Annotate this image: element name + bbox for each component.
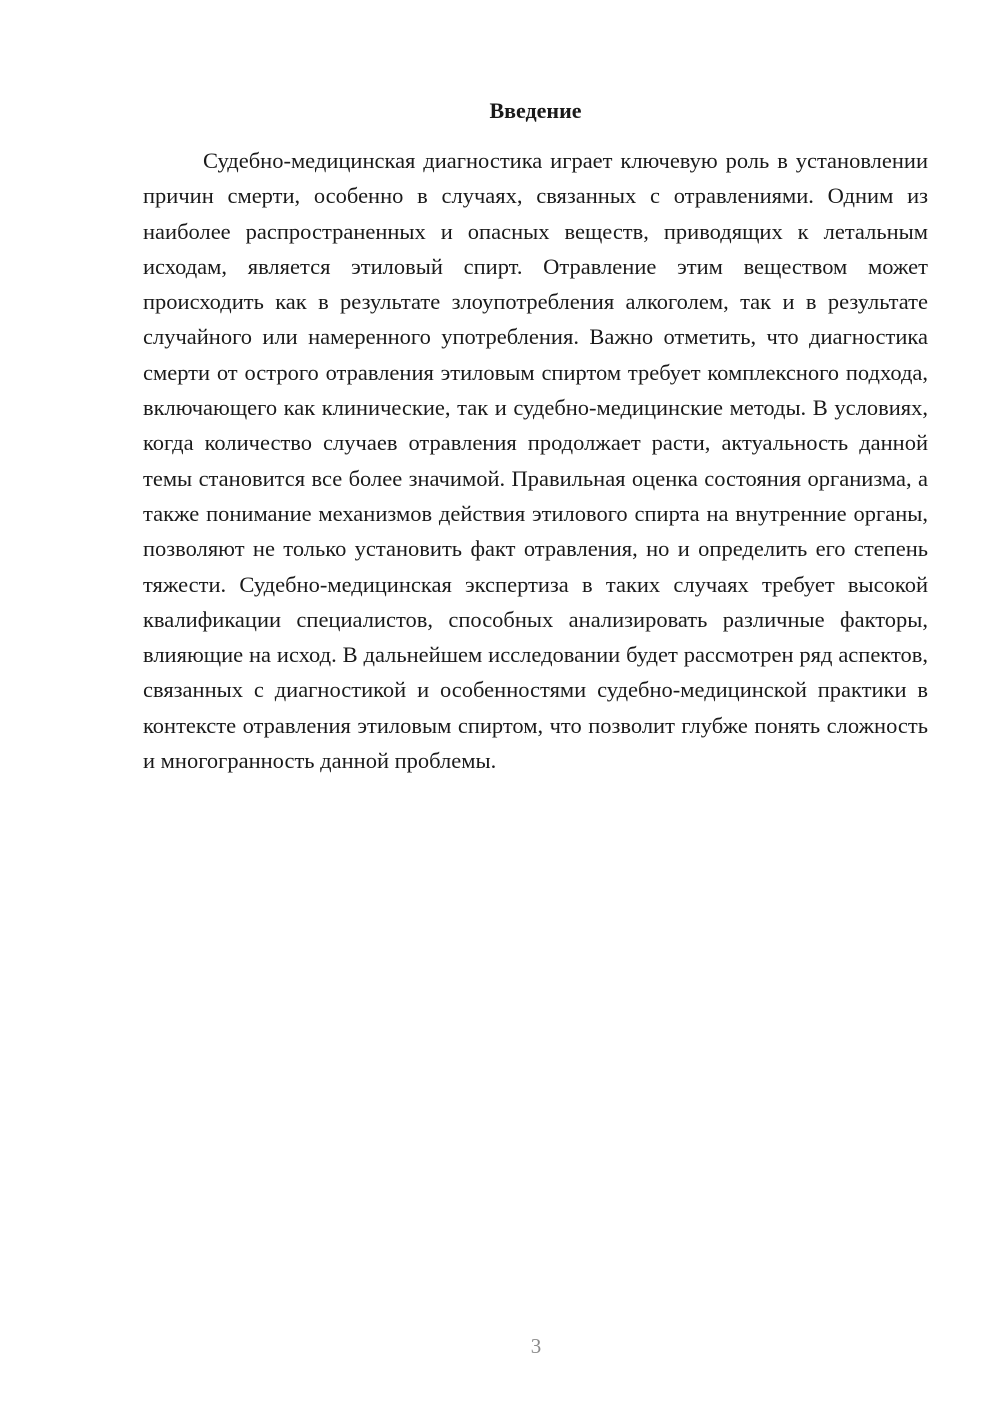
section-heading: Введение (489, 98, 582, 123)
body-paragraph: Судебно-медицинская диагностика играет ключевую роль в установлении причин смерти, особенно в случаях, связанных с отравлениями. Одним из наиболее распространенных и опасных веществ, приводящих к летальным исходам, является этиловый спирт. Отравление этим веществом может происходить как в результате злоупотребления алкоголем, так и в результате случайного или намеренного употребления. Важно отметить, что диагностика смерти от острого отравления этиловым спиртом требует комплексного подхода, включающего как клинические, так и судебно-медицинские методы. В условиях, когда количество случаев отравления продолжает расти, актуальность данной темы становится все более значимой. Правильная оценка состояния организма, а также понимание механизмов действия этилового спирта на внутренние органы, позволяют не только установить факт отравления, но и определить его степень тяжести. Судебно-медицинская экспертиза в таких случаях требует высокой квалификации специалистов, способных анализировать различные факторы, влияющие на исход. В дальнейшем исследовании будет рассмотрен ряд аспектов, связанных с диагностикой и особенностями судебно-медицинской практики в контексте отравления этиловым спиртом, что позволит глубже понять сложность и многогранность данной проблемы. (143, 148, 928, 774)
page-number: 3 (530, 1334, 542, 1358)
